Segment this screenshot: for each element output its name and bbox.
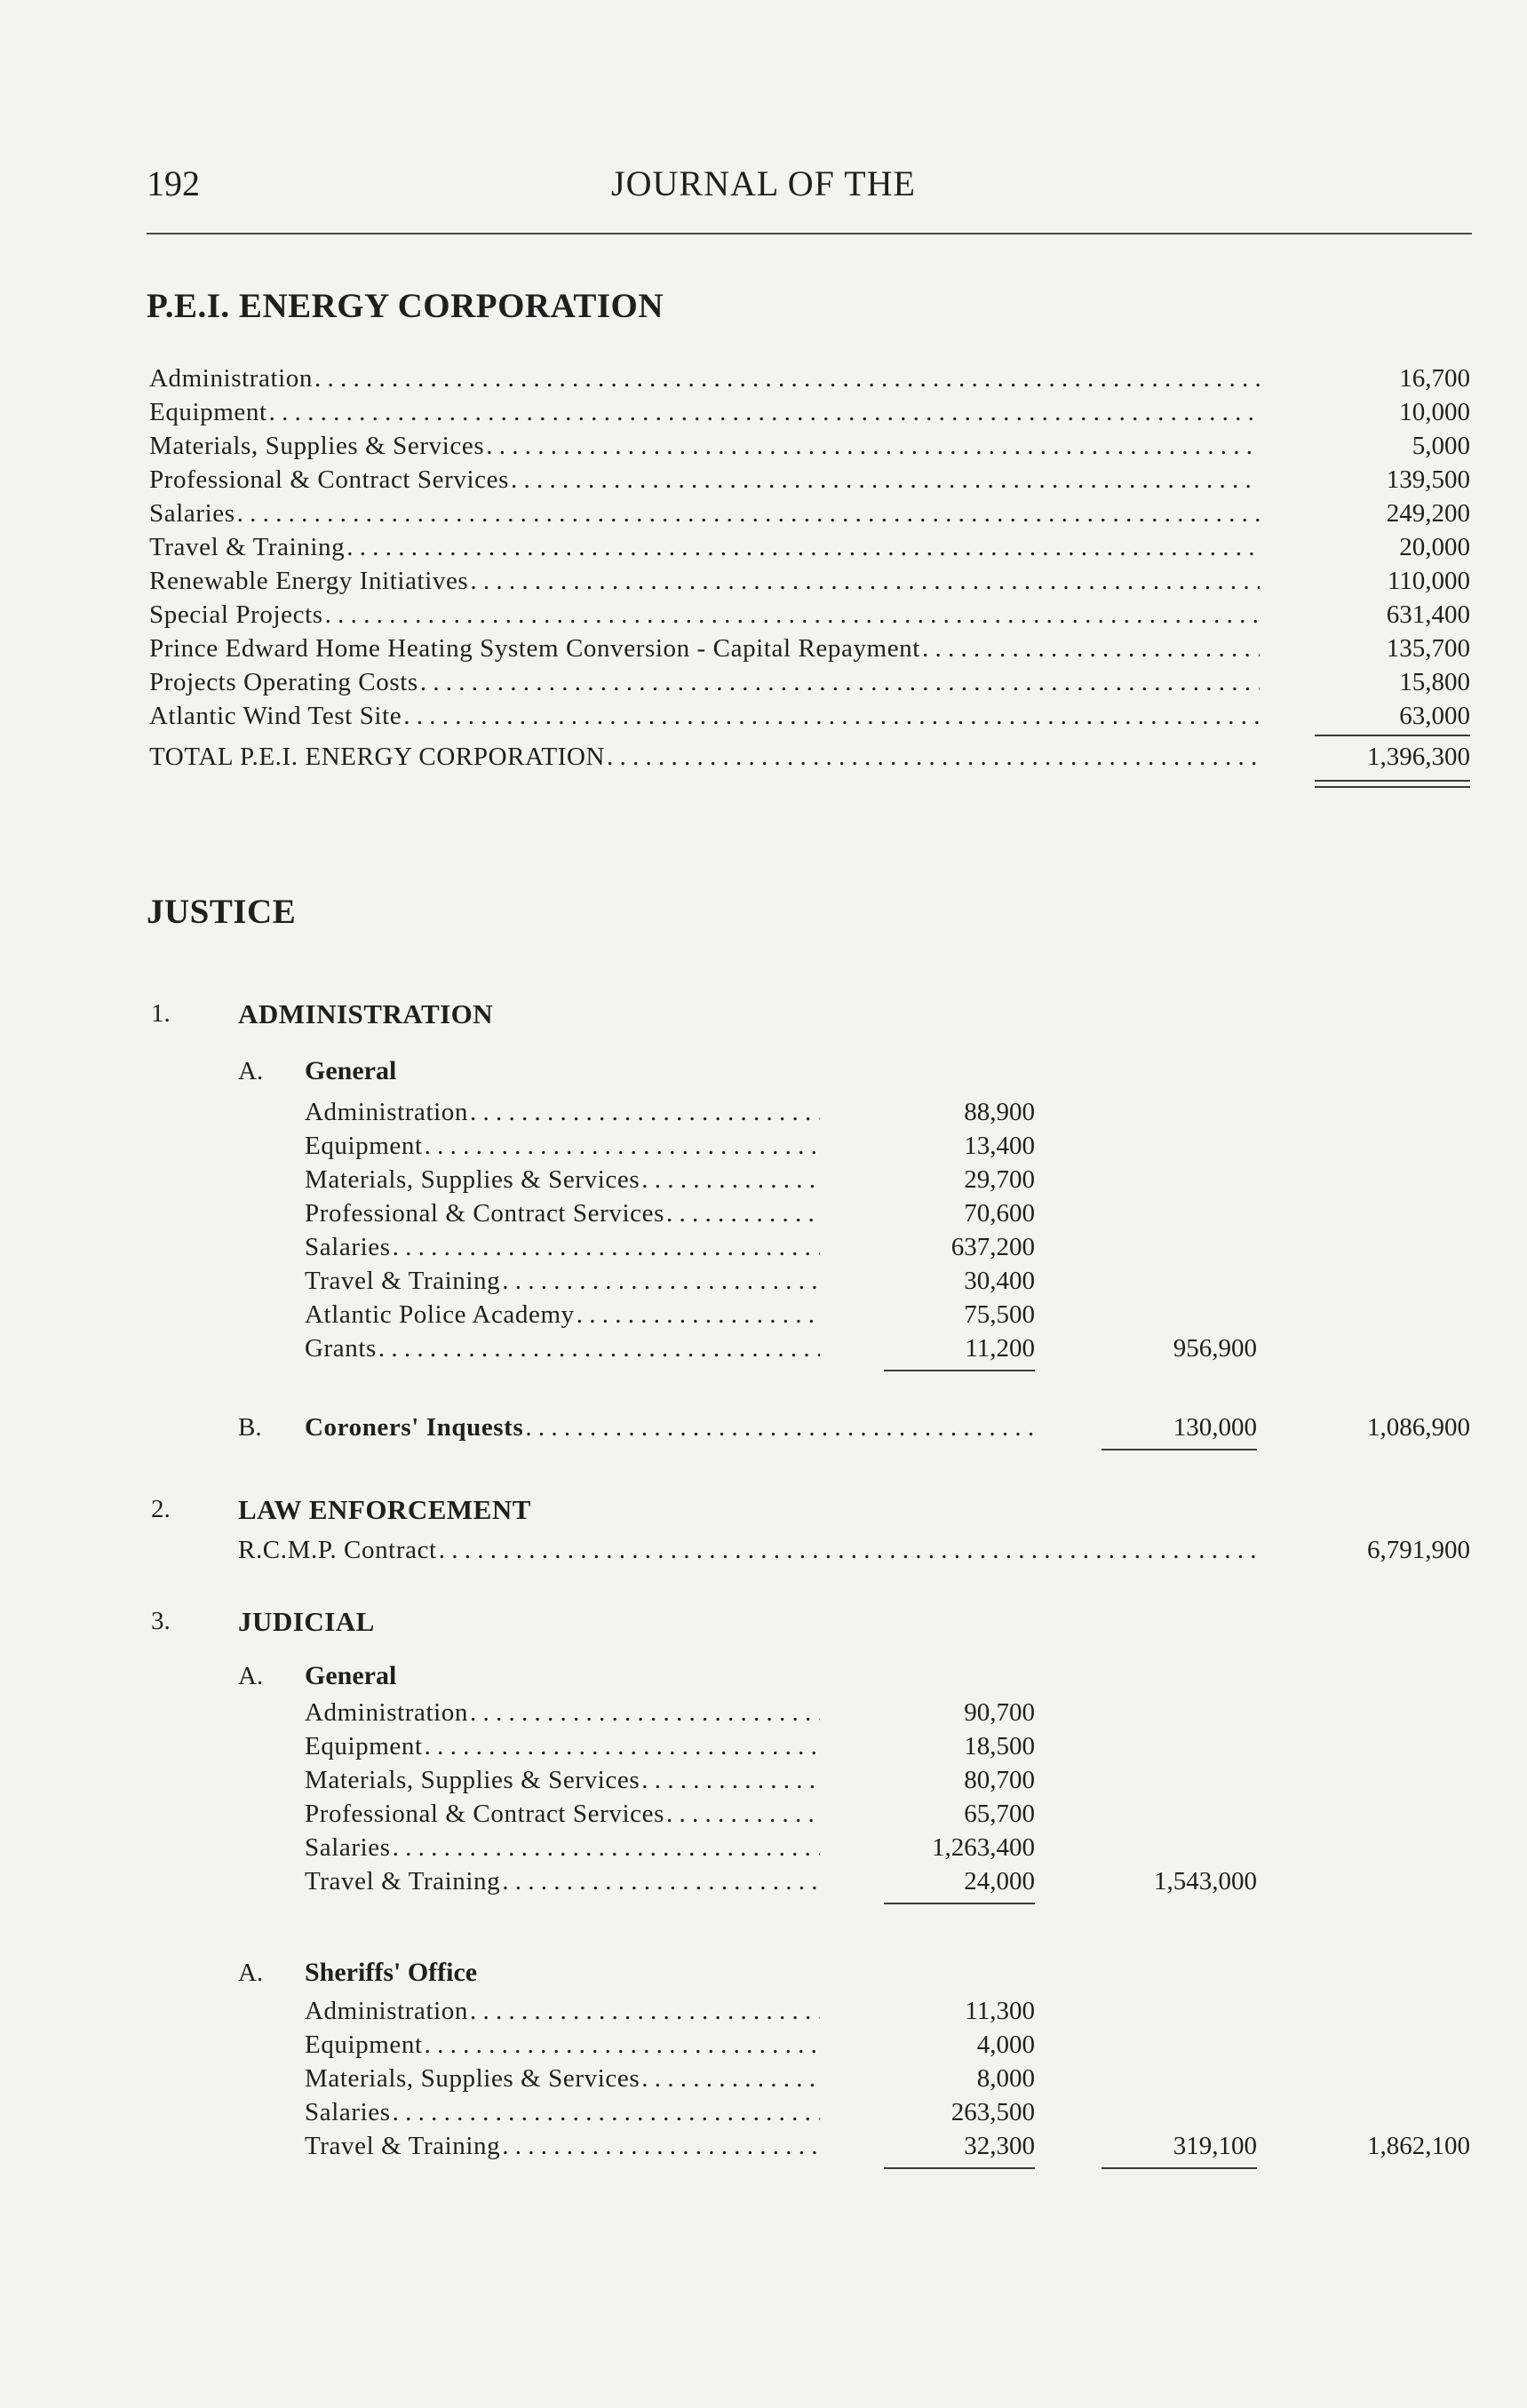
section-number: 2. bbox=[151, 1495, 171, 1523]
line-item bbox=[305, 1299, 820, 1331]
line-item-value: 29,700 bbox=[964, 1165, 1035, 1194]
line-item bbox=[305, 2062, 820, 2095]
line-item-label: Administration bbox=[305, 1098, 468, 1126]
line-item-value: 11,300 bbox=[965, 1997, 1035, 2025]
section-title: LAW ENFORCEMENT bbox=[238, 1494, 531, 1525]
subtotal-rule bbox=[884, 1903, 1035, 1904]
line-item-label: R.C.M.P. Contract bbox=[238, 1536, 437, 1564]
section-title: JUDICIAL bbox=[238, 1606, 375, 1637]
line-item-value: 11,200 bbox=[965, 1334, 1035, 1363]
line-item bbox=[305, 1865, 820, 1898]
subtotal-rule bbox=[884, 1370, 1035, 1371]
subsection-title: Sheriffs' Office bbox=[305, 1958, 478, 1987]
line-item bbox=[305, 1096, 820, 1129]
line-item-label: Salaries bbox=[305, 1233, 391, 1261]
line-item bbox=[305, 1697, 820, 1729]
energy-row bbox=[149, 396, 1260, 429]
energy-row bbox=[149, 362, 1260, 395]
subtotal-value: 956,900 bbox=[1173, 1334, 1257, 1363]
line-item-label: Salaries bbox=[305, 2098, 391, 2126]
line-item-label: Administration bbox=[305, 1698, 468, 1727]
total-double-rule bbox=[1315, 780, 1470, 782]
line-item bbox=[238, 1534, 1260, 1567]
line-item-label: Materials, Supplies & Services bbox=[305, 1165, 640, 1194]
energy-row bbox=[149, 565, 1260, 598]
justice-title: JUSTICE bbox=[147, 893, 297, 931]
energy-row-label: Special Projects bbox=[149, 600, 323, 629]
energy-row bbox=[149, 599, 1260, 632]
energy-row-value: 110,000 bbox=[1387, 567, 1470, 595]
energy-row-value: 63,000 bbox=[1399, 702, 1470, 730]
energy-row-value: 20,000 bbox=[1399, 533, 1470, 561]
subtotal-value: 319,100 bbox=[1173, 2132, 1257, 2160]
subsection-letter: A. bbox=[238, 1959, 264, 1987]
subsection-letter: A. bbox=[238, 1057, 264, 1085]
subtotal-rule bbox=[1315, 735, 1470, 736]
subsection-letter: B. bbox=[238, 1413, 262, 1442]
section-total-value: 1,086,900 bbox=[1367, 1413, 1470, 1442]
line-item-value: 13,400 bbox=[964, 1132, 1035, 1160]
energy-row bbox=[149, 464, 1260, 497]
line-item bbox=[305, 1995, 820, 2028]
energy-row-label: Equipment bbox=[149, 398, 267, 426]
line-item-value: 24,000 bbox=[964, 1867, 1035, 1895]
energy-row-value: 135,700 bbox=[1386, 634, 1470, 663]
energy-row bbox=[149, 700, 1260, 733]
line-item bbox=[305, 1798, 820, 1831]
line-item-value: 30,400 bbox=[964, 1267, 1035, 1295]
energy-row-label: Salaries bbox=[149, 499, 235, 528]
line-item bbox=[305, 1832, 820, 1864]
line-item-label: Professional & Contract Services bbox=[305, 1800, 664, 1828]
energy-total-label: TOTAL P.E.I. ENERGY CORPORATION bbox=[149, 743, 606, 771]
energy-row bbox=[149, 430, 1260, 463]
line-item bbox=[305, 2130, 820, 2163]
energy-row-label: Professional & Contract Services bbox=[149, 465, 509, 494]
section-number: 3. bbox=[151, 1607, 171, 1635]
line-item-label: Atlantic Police Academy bbox=[305, 1300, 575, 1329]
line-item bbox=[305, 2096, 820, 2129]
energy-row-label: Administration bbox=[149, 364, 313, 393]
energy-row-label: Travel & Training bbox=[149, 533, 346, 561]
line-item bbox=[305, 1730, 820, 1763]
line-item-value: 637,200 bbox=[950, 1233, 1035, 1261]
energy-row bbox=[149, 497, 1260, 530]
line-item bbox=[305, 1265, 820, 1298]
line-item-label: Grants bbox=[305, 1334, 377, 1363]
line-item-label: Equipment bbox=[305, 1732, 423, 1760]
total-double-rule bbox=[1315, 786, 1470, 788]
line-item-value: 75,500 bbox=[964, 1300, 1035, 1329]
energy-row-value: 5,000 bbox=[1412, 432, 1470, 460]
subtotal-value: 1,543,000 bbox=[1154, 1867, 1257, 1895]
line-item bbox=[305, 1764, 820, 1797]
section-number: 1. bbox=[151, 999, 171, 1028]
energy-row-label: Materials, Supplies & Services bbox=[149, 432, 485, 460]
section-total-value: 1,862,100 bbox=[1367, 2132, 1470, 2160]
line-item bbox=[305, 1130, 820, 1163]
energy-row-value: 249,200 bbox=[1386, 499, 1470, 528]
line-item-label: Travel & Training bbox=[305, 1867, 501, 1895]
line-item-value: 70,600 bbox=[964, 1199, 1035, 1228]
subsection-title: Coroners' Inquests bbox=[305, 1413, 524, 1442]
energy-total-value: 1,396,300 bbox=[1367, 743, 1470, 771]
energy-row bbox=[149, 531, 1260, 564]
subtotal-rule bbox=[1102, 2167, 1257, 2169]
line-item-value: 65,700 bbox=[964, 1800, 1035, 1828]
line-item-label: Equipment bbox=[305, 1132, 423, 1160]
energy-row-label: Prince Edward Home Heating System Conversion - Capital Repayment bbox=[149, 634, 920, 663]
line-item-label: Administration bbox=[305, 1997, 468, 2025]
energy-row-label: Atlantic Wind Test Site bbox=[149, 702, 402, 730]
energy-row-label: Renewable Energy Initiatives bbox=[149, 567, 469, 595]
line-item bbox=[305, 1164, 820, 1196]
line-item-value: 4,000 bbox=[976, 2031, 1035, 2059]
line-item-label: Materials, Supplies & Services bbox=[305, 1766, 640, 1794]
line-item-value: 18,500 bbox=[964, 1732, 1035, 1760]
line-item-value: 80,700 bbox=[964, 1766, 1035, 1794]
coroners-value: 130,000 bbox=[1173, 1413, 1257, 1442]
line-item-value: 88,900 bbox=[964, 1098, 1035, 1126]
line-item-label: Materials, Supplies & Services bbox=[305, 2064, 640, 2093]
energy-total-row bbox=[149, 741, 1260, 774]
line-item bbox=[305, 1231, 820, 1264]
energy-row-label: Projects Operating Costs bbox=[149, 668, 418, 696]
coroners-row bbox=[305, 1411, 1042, 1444]
line-item-value: 90,700 bbox=[964, 1698, 1035, 1727]
energy-row bbox=[149, 666, 1260, 699]
energy-title: P.E.I. ENERGY CORPORATION bbox=[147, 287, 664, 325]
line-item-value: 1,263,400 bbox=[932, 1833, 1035, 1862]
line-item-label: Travel & Training bbox=[305, 1267, 501, 1295]
subtotal-rule bbox=[884, 2167, 1035, 2169]
energy-row bbox=[149, 632, 1260, 665]
energy-row-value: 10,000 bbox=[1399, 398, 1470, 426]
line-item bbox=[305, 1332, 820, 1365]
subsection-title: General bbox=[305, 1661, 397, 1690]
line-item bbox=[305, 1197, 820, 1230]
energy-row-value: 16,700 bbox=[1399, 364, 1470, 393]
line-item-value: 32,300 bbox=[964, 2132, 1035, 2160]
line-item-value: 263,500 bbox=[950, 2098, 1035, 2126]
line-item-label: Equipment bbox=[305, 2031, 423, 2059]
line-item-value: 6,791,900 bbox=[1367, 1536, 1470, 1564]
energy-row-value: 15,800 bbox=[1399, 668, 1470, 696]
line-item bbox=[305, 2029, 820, 2062]
line-item-value: 8,000 bbox=[976, 2064, 1035, 2093]
page-number: 192 bbox=[147, 163, 200, 203]
line-item-label: Professional & Contract Services bbox=[305, 1199, 664, 1228]
line-item-label: Salaries bbox=[305, 1833, 391, 1862]
line-item-label: Travel & Training bbox=[305, 2132, 501, 2160]
subsection-letter: A. bbox=[238, 1662, 264, 1690]
header-rule bbox=[147, 233, 1472, 234]
energy-row-value: 139,500 bbox=[1386, 465, 1470, 494]
subsection-title: General bbox=[305, 1056, 397, 1085]
running-head: JOURNAL OF THE bbox=[611, 163, 916, 203]
energy-row-value: 631,400 bbox=[1386, 600, 1470, 629]
subtotal-rule bbox=[1102, 1449, 1257, 1450]
section-title: ADMINISTRATION bbox=[238, 998, 494, 1029]
